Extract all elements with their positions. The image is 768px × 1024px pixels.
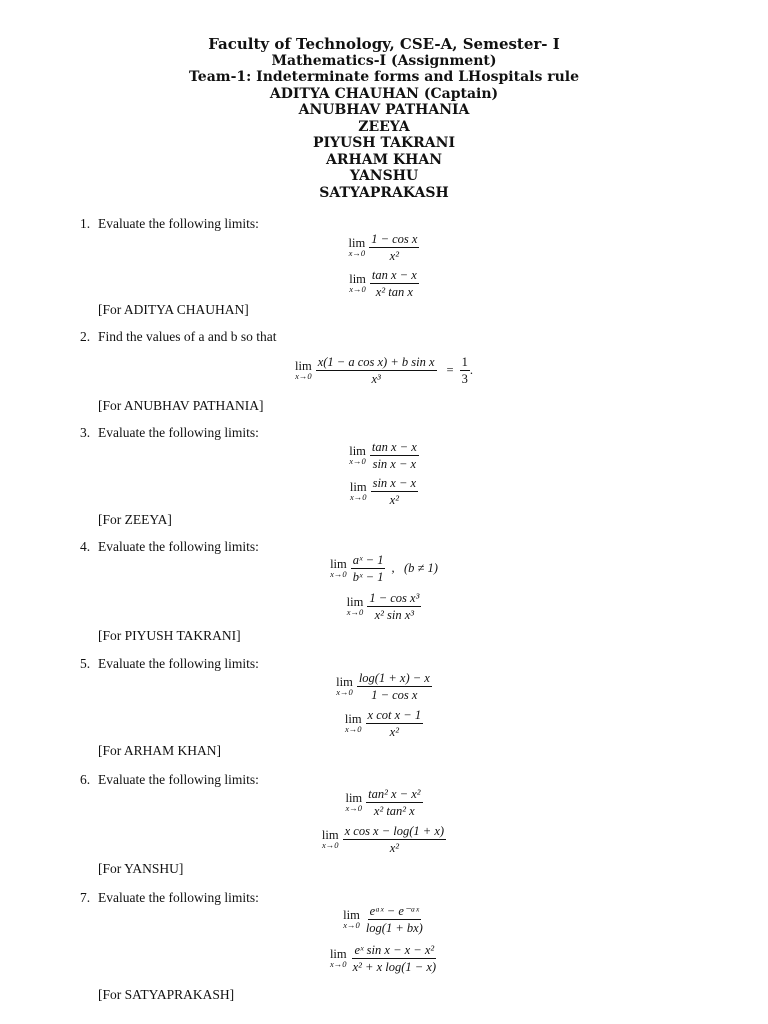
question-number: 7. [80, 890, 91, 905]
rhs-numerator: 1 [461, 355, 468, 369]
lim-sub: x→0 [349, 284, 366, 294]
lim-word: lim [330, 557, 347, 571]
denominator: x³ [371, 372, 381, 386]
numerator: log(1 + x) − x [358, 671, 430, 685]
formula-q7a [0, 904, 768, 935]
numerator: x cos x − log(1 + x) [344, 824, 445, 838]
denominator: x² + x log(1 − x) [352, 960, 437, 974]
numerator: sin x − x [372, 476, 417, 490]
question-2 [80, 329, 700, 345]
numerator: x(1 − a cos x) + b sin x [317, 355, 435, 369]
lim-sub: x→0 [349, 456, 366, 466]
team-member: ARHAM KHAN [325, 151, 442, 168]
lim-sub: x→0 [330, 959, 347, 969]
team-member: ADITYA CHAUHAN (Captain) [269, 85, 499, 102]
lim-word: lim [295, 359, 312, 373]
numerator: tan x − x [371, 440, 417, 454]
denominator: x² [389, 493, 399, 507]
assignee-label: [For YANSHU] [98, 861, 184, 876]
formula-q6a [0, 787, 768, 818]
formula-q3a [0, 440, 768, 471]
assignee-label: [For ANUBHAV PATHANIA] [98, 398, 264, 413]
question-text: Evaluate the following limits: [98, 772, 259, 787]
team-member: PIYUSH TAKRANI [312, 135, 456, 151]
condition-note: , (b ≠ 1) [391, 561, 438, 575]
question-number: 3. [80, 425, 91, 440]
question-6 [80, 772, 700, 788]
formula-q2 [0, 355, 768, 386]
formula-q7b [0, 943, 768, 974]
lim-sub: x→0 [349, 492, 367, 502]
assignee-label: [For ADITYA CHAUHAN] [98, 302, 249, 317]
lim-word: lim [329, 947, 347, 961]
denominator: log(1 + bx) [365, 921, 423, 935]
denominator: x² tan² x [373, 804, 415, 818]
lim-word: lim [321, 828, 339, 842]
team-member: YANSHU [349, 168, 419, 184]
team-member: ANUBHAV PATHANIA [298, 102, 470, 118]
numerator: tan² x − x² [368, 787, 421, 801]
lim-sub: x→0 [295, 371, 312, 381]
team-member: SATYAPRAKASH [319, 184, 449, 201]
lim-word: lim [346, 595, 364, 609]
rhs-denominator: 3 [461, 372, 468, 386]
denominator: x² [389, 841, 399, 855]
team-title: Team-1: Indeterminate forms and LHospitals rule [188, 69, 579, 85]
formula-q6b [0, 824, 768, 855]
question-number: 6. [80, 772, 91, 787]
question-5 [80, 656, 700, 672]
question-number: 2. [80, 329, 91, 344]
lim-sub: x→0 [344, 724, 362, 734]
lim-sub: x→0 [343, 920, 360, 930]
formula-q5b [0, 708, 768, 739]
assignee-label: [For ARHAM KHAN] [98, 743, 222, 758]
question-text: Evaluate the following limits: [98, 425, 259, 440]
faculty-title: Faculty of Technology, CSE-A, Semester- I [208, 35, 560, 53]
formula-q4a [0, 553, 768, 584]
formula-q3b [0, 476, 768, 507]
document-header [0, 36, 768, 201]
question-text: Find the values of a and b so that [98, 329, 277, 344]
lim-word: lim [348, 236, 366, 250]
lim-word: lim [344, 712, 362, 726]
question-3 [80, 425, 700, 441]
lim-sub: x→0 [336, 687, 353, 697]
lim-sub: x→0 [348, 248, 366, 258]
lim-sub: x→0 [321, 840, 339, 850]
numerator: eᵃˣ − e⁻ᵃˣ [369, 904, 420, 918]
assignee-label: [For ZEEYA] [98, 512, 172, 527]
denominator: bˣ − 1 [352, 570, 384, 584]
lim-sub: x→0 [346, 607, 364, 617]
lim-word: lim [343, 908, 360, 922]
question-number: 5. [80, 656, 91, 671]
course-title: Mathematics-I (Assignment) [271, 52, 497, 69]
numerator: 1 − cos x³ [369, 591, 420, 605]
numerator: x cot x − 1 [367, 708, 422, 722]
equals-sign: = [446, 363, 454, 377]
denominator: x² sin x³ [374, 608, 415, 622]
question-1 [80, 216, 700, 232]
numerator: tan x − x [371, 268, 417, 282]
numerator: eˣ sin x − x − x² [354, 943, 435, 957]
denominator: x² tan x [375, 285, 413, 299]
question-text: Evaluate the following limits: [98, 216, 259, 231]
denominator: x² [389, 249, 399, 263]
lim-word: lim [349, 480, 367, 494]
period: . [469, 363, 473, 377]
lim-sub: x→0 [345, 803, 363, 813]
formula-q1b [0, 268, 768, 299]
numerator: 1 − cos x [371, 232, 418, 246]
lim-word: lim [345, 791, 363, 805]
assignee-label: [For SATYAPRAKASH] [98, 987, 235, 1002]
formula-q1a [0, 232, 768, 263]
lim-sub: x→0 [330, 569, 347, 579]
denominator: sin x − x [372, 457, 417, 471]
lim-word: lim [349, 272, 366, 286]
denominator: x² [389, 725, 399, 739]
question-number: 4. [80, 539, 91, 554]
formula-q5a [0, 671, 768, 702]
question-text: Evaluate the following limits: [98, 539, 259, 554]
lim-word: lim [349, 444, 366, 458]
lim-word: lim [336, 675, 353, 689]
question-text: Evaluate the following limits: [98, 656, 259, 671]
team-member: ZEEYA [358, 118, 410, 135]
question-text: Evaluate the following limits: [98, 890, 259, 905]
assignee-label: [For PIYUSH TAKRANI] [98, 628, 241, 643]
numerator: aˣ − 1 [352, 553, 384, 567]
formula-q4b [0, 591, 768, 622]
question-number: 1. [80, 216, 91, 231]
denominator: 1 − cos x [371, 688, 418, 702]
